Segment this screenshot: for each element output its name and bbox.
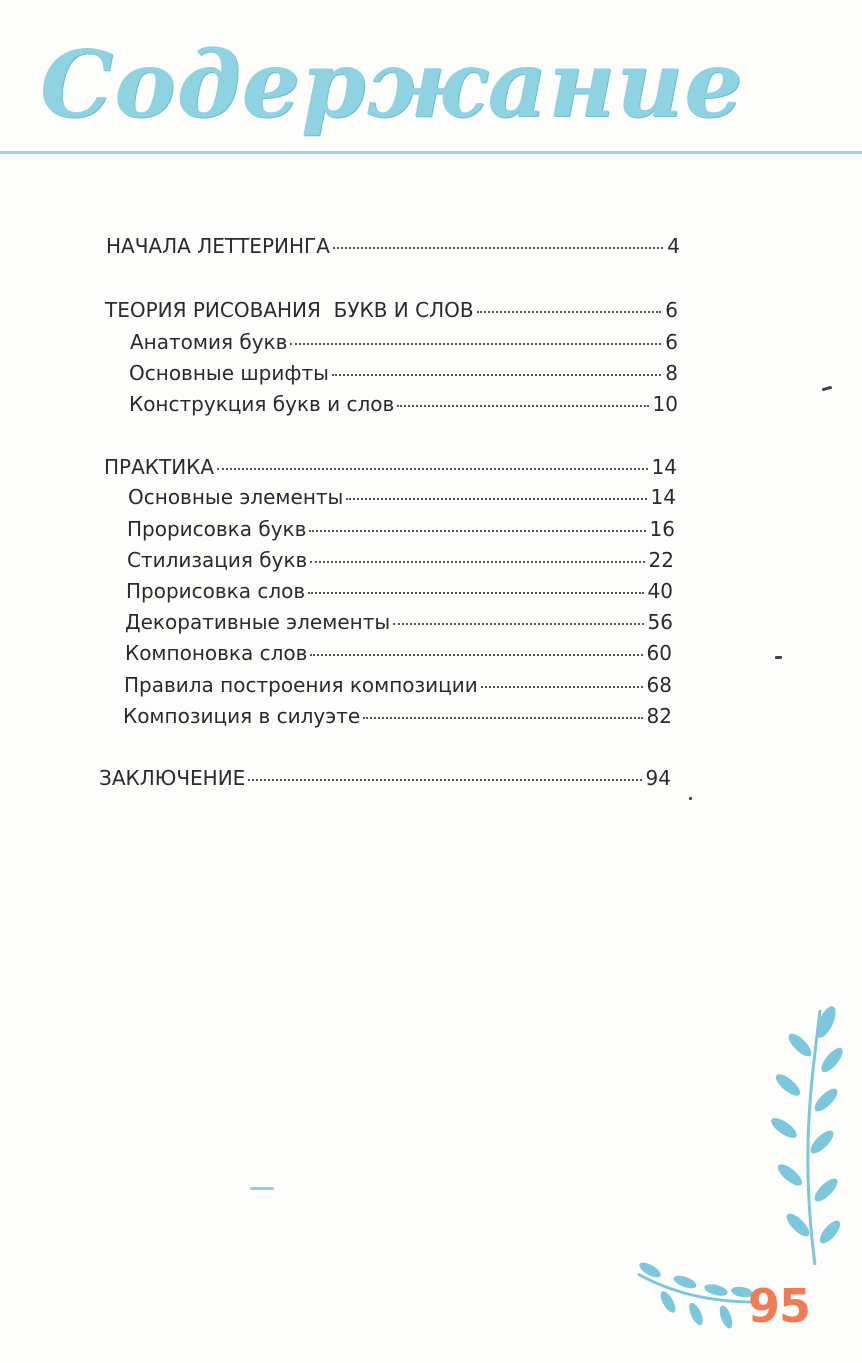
toc-entry-practice[interactable]: [104, 454, 677, 480]
toc-leader-dots: [363, 717, 642, 719]
toc-entry-anatomy[interactable]: [130, 329, 678, 355]
toc-leader-dots: [290, 343, 661, 345]
toc-entry-label: Стилизация букв: [127, 548, 308, 572]
toc-entry-label: Правила построения композиции: [124, 673, 478, 697]
toc-entry-composition-rules[interactable]: [124, 672, 672, 698]
toc-entry-label: Основные элементы: [128, 485, 344, 509]
toc-entry-label: Декоративные элементы: [125, 610, 391, 634]
toc-leader-dots: [310, 654, 642, 656]
toc-entry-label: Анатомия букв: [130, 330, 288, 354]
toc-leader-dots: [308, 592, 643, 594]
toc-leader-dots: [397, 405, 648, 407]
toc-entry-label: ТЕОРИЯ РИСОВАНИЯ БУКВ И СЛОВ: [105, 298, 474, 322]
toc-entry-page: 94: [645, 766, 671, 790]
toc-entry-decorative[interactable]: [125, 609, 673, 635]
page-number: 95: [748, 1279, 811, 1333]
toc-entry-label: ЗАКЛЮЧЕНИЕ: [99, 766, 246, 790]
toc-leader-dots: [481, 686, 643, 688]
toc-entry-page: 16: [649, 517, 675, 541]
toc-entry-label: НАЧАЛА ЛЕТТЕРИНГА: [106, 234, 330, 258]
toc-leader-dots: [477, 311, 662, 313]
toc-entry-label: Основные шрифты: [129, 361, 329, 385]
toc-entry-label: ПРАКТИКА: [104, 455, 215, 479]
toc-entry-page: 4: [667, 234, 680, 258]
toc-entry-page: 10: [652, 392, 678, 416]
toc-entry-basic-elements[interactable]: [128, 484, 676, 510]
toc-entry-stylization[interactable]: [127, 547, 674, 573]
print-speck: [689, 797, 692, 800]
toc-entry-label: Конструкция букв и слов: [129, 392, 395, 416]
toc-leader-dots: [346, 498, 646, 500]
toc-entry-drawing-letters[interactable]: [127, 516, 675, 542]
toc-entry-conclusion[interactable]: [99, 765, 671, 791]
toc-entry-page: 14: [650, 485, 676, 509]
toc-entry-page: 22: [648, 548, 674, 572]
toc-leader-dots: [217, 468, 648, 470]
toc-entry-label: Композиция в силуэте: [123, 704, 361, 728]
toc-entry-page: 8: [665, 361, 678, 385]
toc-leader-dots: [332, 374, 661, 376]
toc-leader-dots: [333, 247, 663, 249]
page-title: Содержание: [40, 30, 744, 138]
toc-entry-construction[interactable]: [129, 391, 678, 417]
toc-entry-page: 60: [646, 641, 672, 665]
toc-leader-dots: [310, 561, 644, 563]
toc-entry-page: 6: [665, 330, 678, 354]
toc-entry-page: 14: [651, 455, 677, 479]
toc-entry-page: 40: [647, 579, 673, 603]
toc-entry-page: 56: [647, 610, 673, 634]
toc-entry-silhouette[interactable]: [123, 703, 672, 729]
leaf-branch-icon: [760, 1000, 850, 1270]
toc-leader-dots: [248, 779, 641, 781]
toc-leader-dots: [309, 530, 645, 532]
toc-entry-label: Прорисовка букв: [127, 517, 307, 541]
print-speck: [775, 656, 782, 659]
toc-entry-drawing-words[interactable]: [126, 578, 673, 604]
toc-entry-label: Прорисовка слов: [126, 579, 306, 603]
toc-entry-label: Компоновка слов: [125, 641, 308, 665]
leaf-sprig-icon: [630, 1262, 760, 1332]
toc-entry-page: 6: [665, 298, 678, 322]
toc-entry-theory[interactable]: [105, 297, 678, 323]
toc-entry-fonts[interactable]: [129, 360, 678, 386]
toc-entry-lettering-basics[interactable]: [106, 233, 680, 259]
toc-entry-page: 68: [646, 673, 672, 697]
toc-entry-page: 82: [646, 704, 672, 728]
toc-entry-word-layout[interactable]: [125, 640, 672, 666]
toc-leader-dots: [393, 623, 643, 625]
decorative-dash: [250, 1187, 274, 1190]
